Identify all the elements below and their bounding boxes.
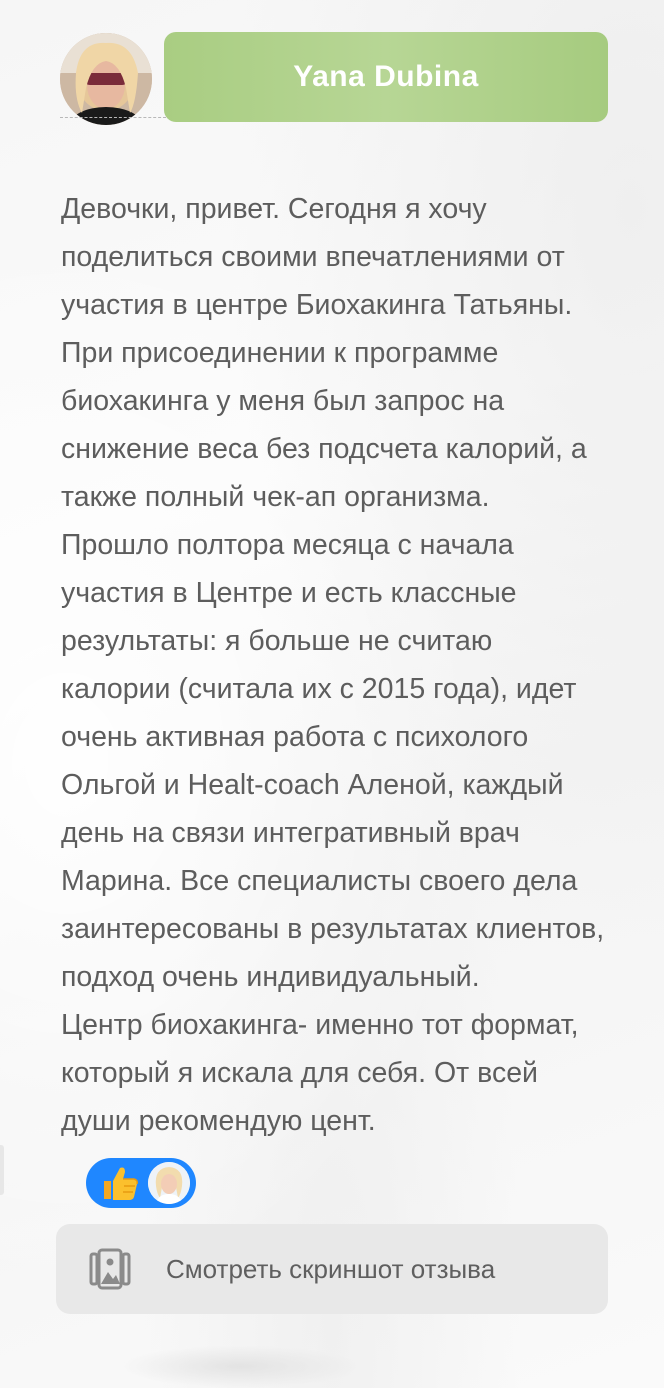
review-line: который я искала для себя. От всей [61,1057,538,1089]
review-line: При присоединении к программе [61,337,499,369]
review-line: Центр биохакинга- именно тот формат, [61,1009,579,1041]
bottom-decoration [120,1345,360,1388]
review-line: Девочки, привет. Сегодня я хочу [61,193,487,225]
thumbs-up-icon [100,1164,140,1202]
review-text [61,185,641,1145]
review-line: калории (считала их с 2015 года), идет [61,673,577,705]
review-line: очень активная работа с психолого [61,721,529,753]
reviewer-name-badge [164,32,608,122]
review-line: Ольгой и Healt-coach Аленой, каждый [61,769,564,801]
view-screenshot-button[interactable] [56,1224,608,1314]
reactor-avatar-icon [148,1162,190,1204]
review-line: подход очень индивидуальный. [61,961,480,993]
review-line: день на связи интегративный врач [61,817,520,849]
reactor-avatar [148,1162,190,1204]
review-line: Прошло полтора месяца с начала [61,529,514,561]
view-screenshot-label: Смотреть скриншот отзыва [166,1254,496,1284]
review-line: также полный чек-ап организма. [61,481,490,513]
reactions-badge[interactable] [86,1158,196,1208]
reviewer-name: Yana Dubina [293,60,479,93]
review-line: биохакинга у меня был запрос на [61,385,505,417]
avatar-divider [60,117,166,118]
review-line: Марина. Все специалисты своего дела [61,865,578,897]
review-line: поделиться своими впечатлениями от [61,241,565,273]
review-line: снижение веса без подсчета калорий, а [61,433,587,465]
review-line: результаты: я больше не считаю [61,625,493,657]
review-line: участия в Центре и есть классные [61,577,517,609]
review-line: души рекомендую цент. [61,1105,376,1137]
review-line: участия в центре Биохакинга Татьяны. [61,289,573,321]
side-edge-tab [0,1145,4,1195]
gallery-icon [89,1248,131,1290]
review-line: заинтересованы в результатах клиентов, [61,913,605,945]
reviewer-avatar [60,33,152,125]
user-photo-avatar-icon [60,33,152,125]
